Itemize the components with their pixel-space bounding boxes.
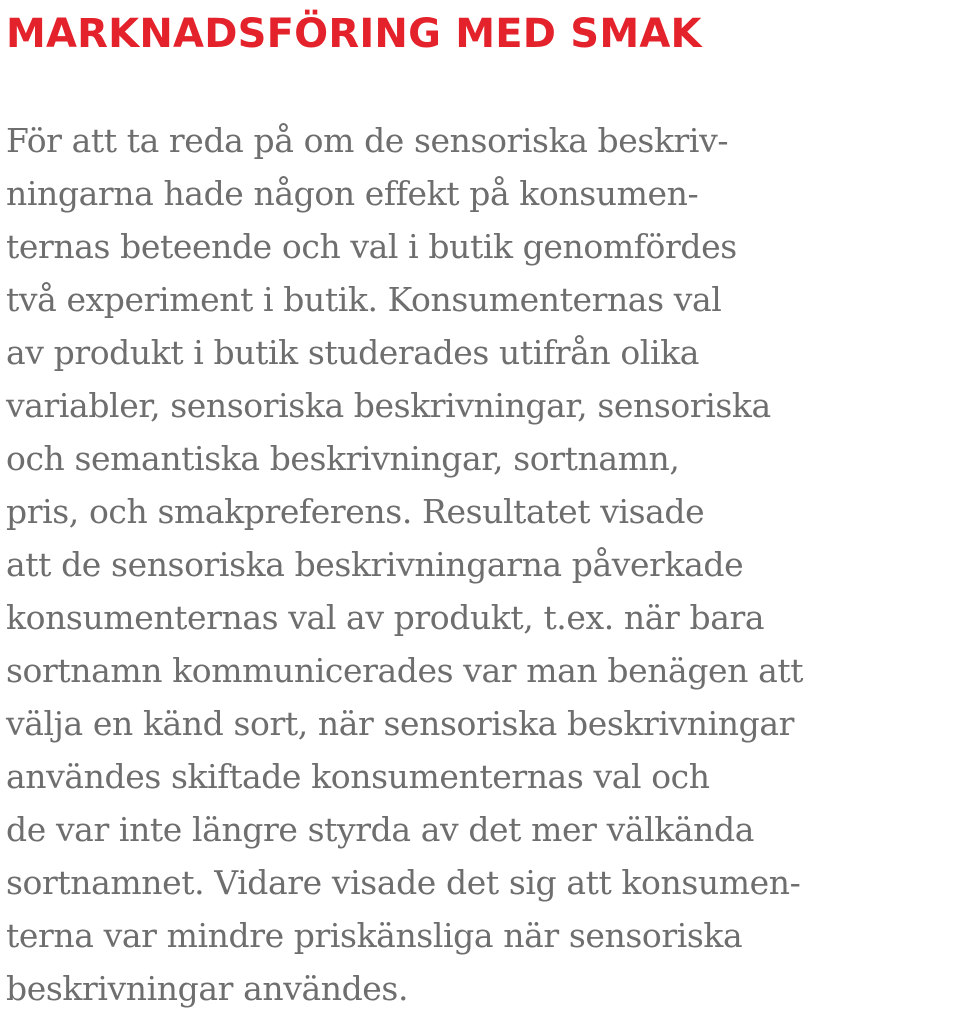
body-line: terna var mindre priskänsliga när sensoriska [6,916,743,955]
body-line: För att ta reda på om de sensoriska beskriv- [6,121,729,160]
body-line: välja en känd sort, när sensoriska beskrivningar [6,704,795,743]
body-line: pris, och smakpreferens. Resultatet visade [6,492,705,531]
body-line: ternas beteende och val i butik genomfördes [6,227,737,266]
body-line: att de sensoriska beskrivningarna påverkade [6,545,744,584]
body-line: konsumenternas val av produkt, t.ex. när bara [6,598,765,637]
body-line: och semantiska beskrivningar, sortnamn, [6,439,680,478]
article-body [6,114,956,1015]
body-line: variabler, sensoriska beskrivningar, sensoriska [6,386,771,425]
body-line: ningarna hade någon effekt på konsumen- [6,174,699,213]
body-line: beskrivningar användes. [6,969,409,1008]
body-line: två experiment i butik. Konsumenternas val [6,280,722,319]
body-line: användes skiftade konsumenternas val och [6,757,710,796]
body-line: sortnamn kommunicerades var man benägen att [6,651,804,690]
body-line: av produkt i butik studerades utifrån olika [6,333,699,372]
article-heading: MARKNADSFÖRING MED SMAK [6,11,702,57]
body-line: de var inte längre styrda av det mer välkända [6,810,755,849]
body-line: sortnamnet. Vidare visade det sig att konsumen- [6,863,801,902]
